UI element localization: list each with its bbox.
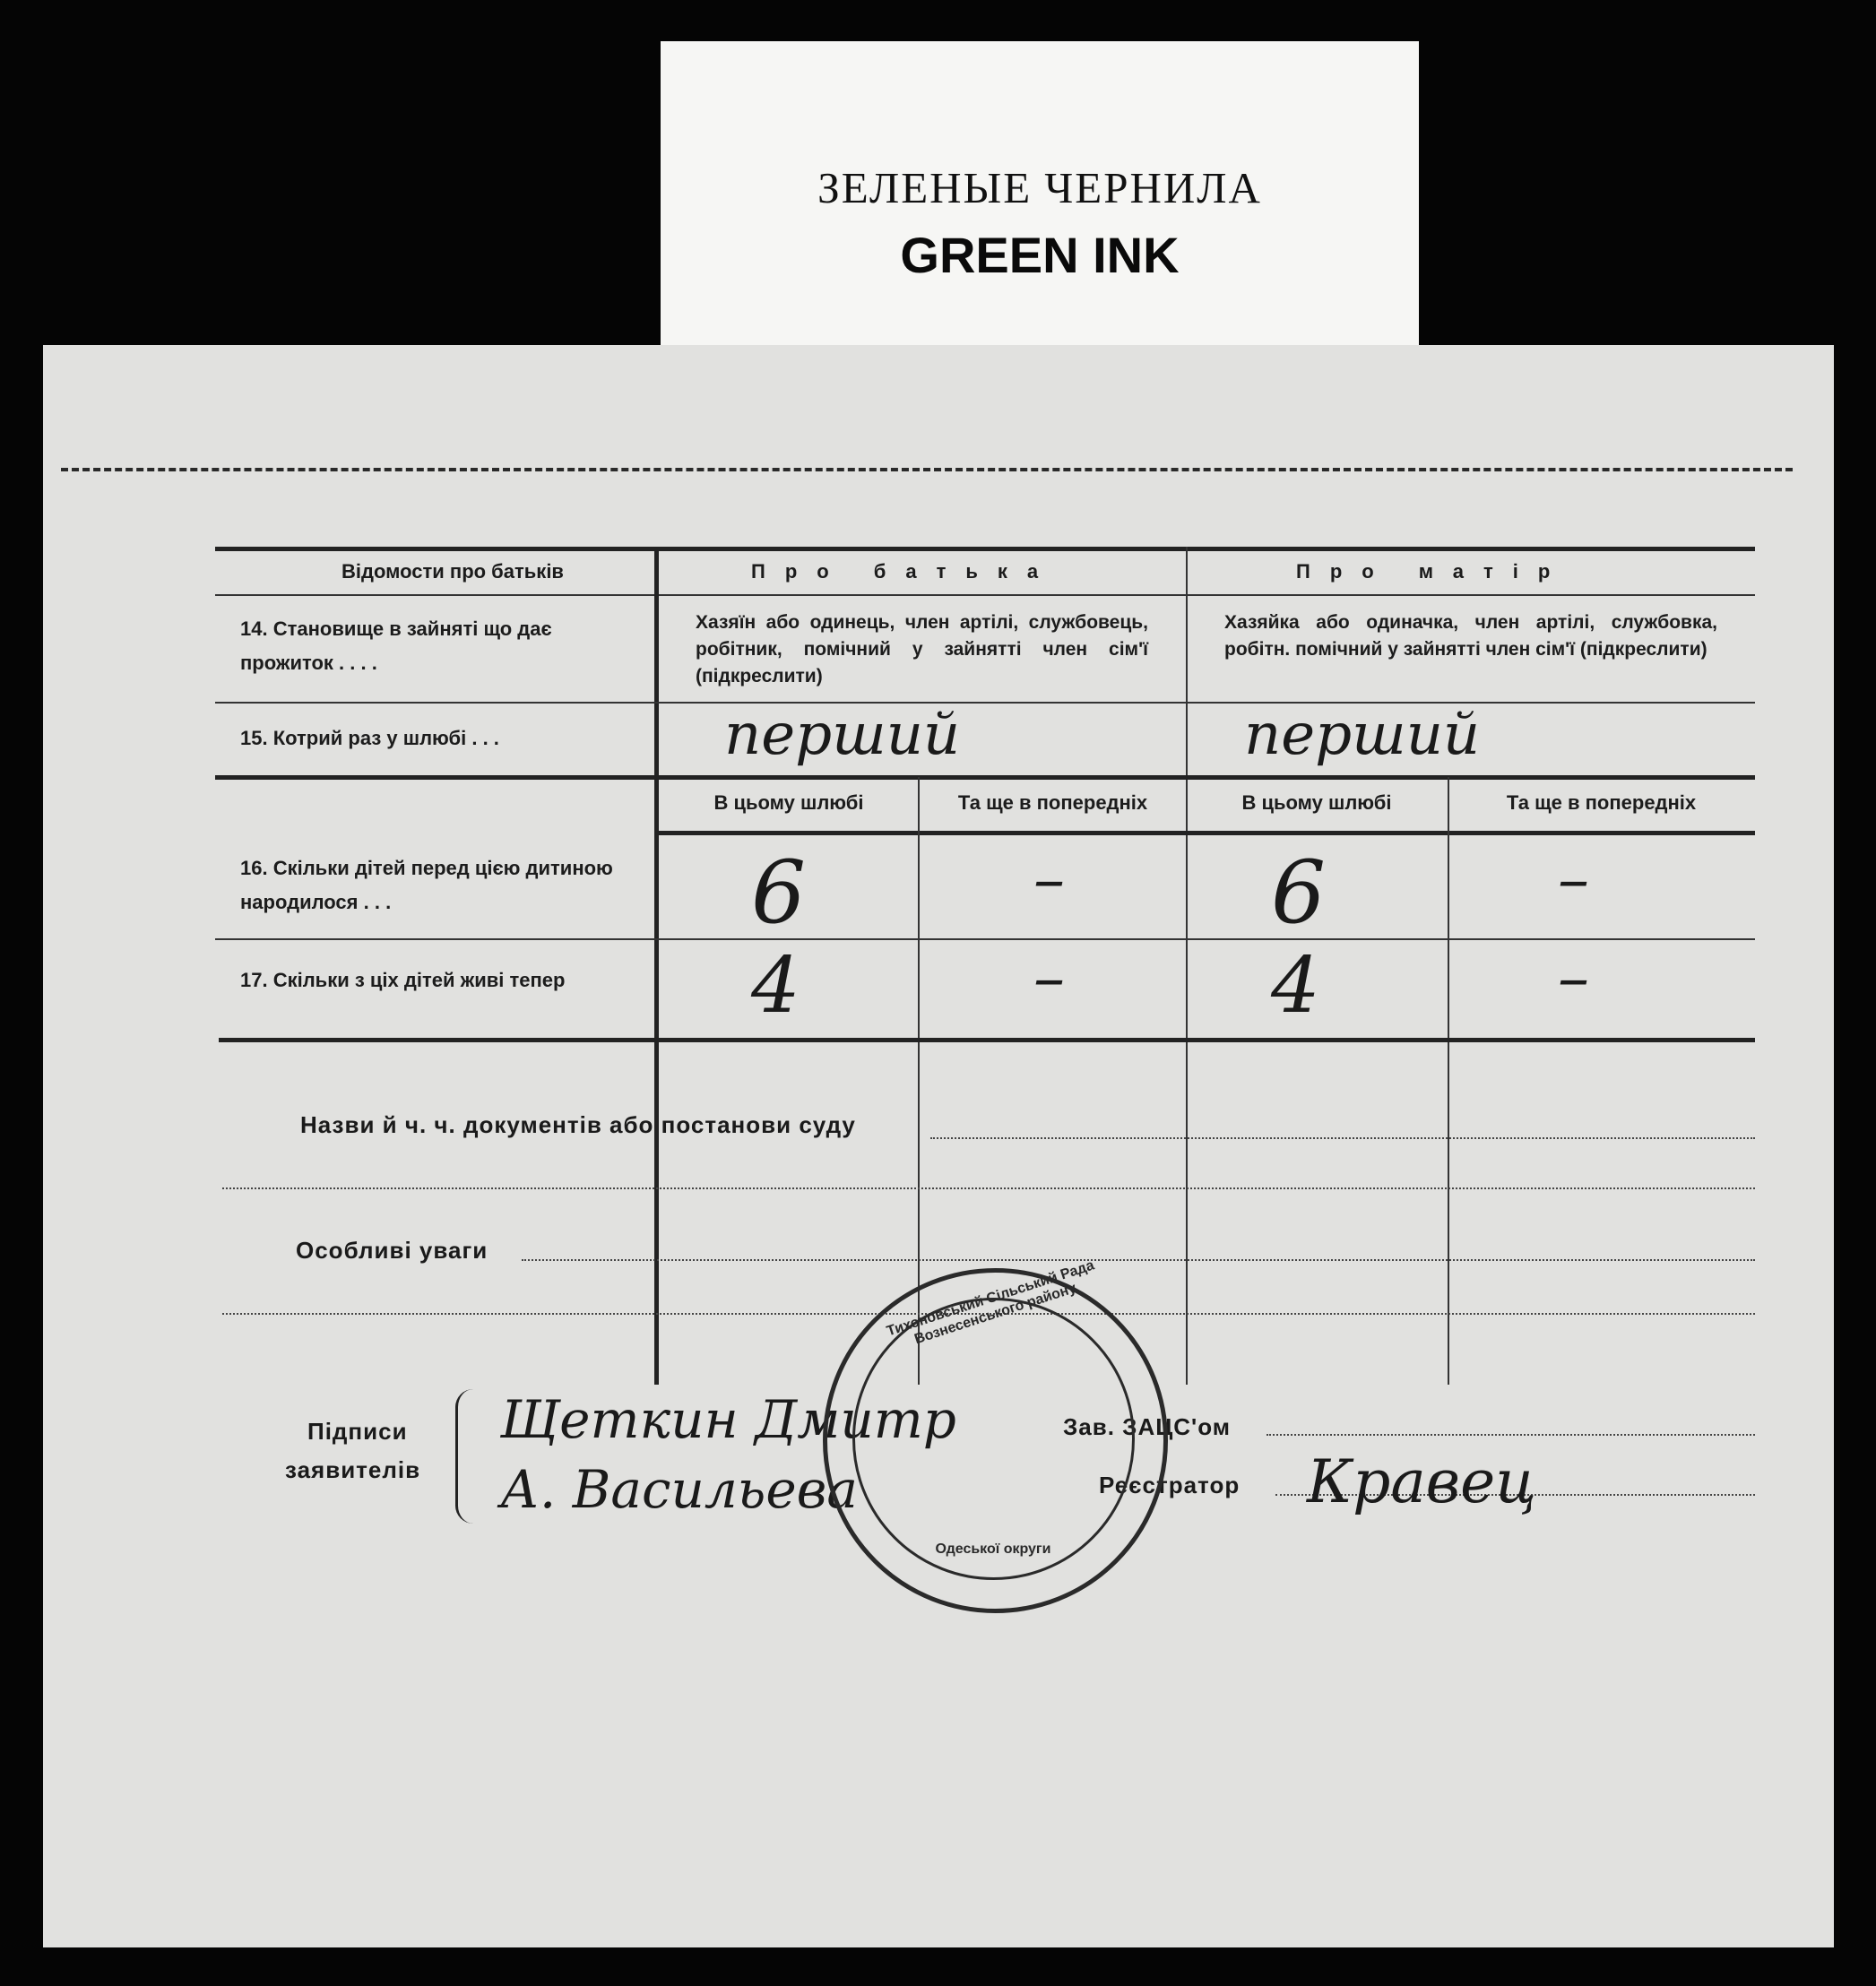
applicant-signature-2: А. Васильева xyxy=(500,1459,859,1520)
document-sheet xyxy=(43,345,1834,1947)
row15-father-value: перший xyxy=(724,702,961,768)
stamp-inner-text: Одеської округи xyxy=(935,1541,1051,1557)
mother-previous-head: Та ще в попередніх xyxy=(1506,791,1697,814)
documents-dotline xyxy=(930,1137,1755,1139)
table-top-border xyxy=(215,547,1755,551)
head-dotline xyxy=(1267,1434,1755,1436)
row15-label: 15. Котрий раз у шлюбі . . . xyxy=(240,727,499,749)
row14-label: 14. Становище в зайняті що дає прожиток . . . . xyxy=(240,617,552,674)
row16-label: 16. Скільки дітей перед цією дитиною народилося . . . xyxy=(240,857,613,913)
subheader-bottom-line xyxy=(654,831,1755,835)
stamp-outer-text: Тихоновський Сільський Рада Вознесенського району xyxy=(885,1257,1096,1348)
father-this-marriage-head: В цьому шлюбі xyxy=(713,791,864,814)
row16-bottom-line xyxy=(215,938,1755,940)
row16-father-this: 6 xyxy=(751,842,807,943)
row17-mother-prev: – xyxy=(1558,941,1589,1015)
row16-mother-this: 6 xyxy=(1271,842,1327,943)
table-bottom-border xyxy=(219,1038,1755,1042)
row16-mother-prev: – xyxy=(1558,842,1589,916)
perforation-line xyxy=(61,468,1793,471)
remarks-label: Особливі уваги xyxy=(296,1237,488,1264)
official-stamp xyxy=(823,1257,1168,1613)
registrar-label: Реєстратор xyxy=(1099,1472,1241,1498)
row17-father-prev: – xyxy=(1033,941,1065,1015)
row17-label: 17. Скільки з ціх дітей живі тепер xyxy=(240,969,566,991)
row17-mother-this: 4 xyxy=(1271,941,1320,1031)
remarks-dotline xyxy=(522,1259,1755,1261)
row15-bottom-line xyxy=(215,775,1755,780)
label-en-text: GREEN INK xyxy=(900,227,1180,283)
mother-this-marriage-head: В цьому шлюбі xyxy=(1241,791,1392,814)
row14-bottom-line xyxy=(215,702,1755,704)
label-ru-text: ЗЕЛЕНЫЕ ЧЕРНИЛА xyxy=(817,163,1262,212)
header-mother: Про матір xyxy=(1296,560,1570,583)
header-bottom-line xyxy=(215,594,1755,596)
applicants-label-2: заявителів xyxy=(285,1456,421,1483)
applicants-label-1: Підписи xyxy=(307,1418,408,1445)
applicant-signature-1: Щеткин Дмитр xyxy=(500,1389,956,1450)
row14-father-options: Хазяїн або одинець, член артілі, службовець, робітник, помічний у зайнятті член сім'ї (підкреслити) xyxy=(696,612,1148,686)
applicants-brace xyxy=(455,1389,478,1524)
father-previous-head: Та ще в попередніх xyxy=(957,791,1148,814)
mother-sub-divider xyxy=(1448,777,1449,1385)
head-label: Зав. ЗАЦС'ом xyxy=(1063,1413,1231,1440)
documents-dotline-2 xyxy=(222,1187,1755,1189)
row14-mother-options: Хазяйка або одиначка, член артілі, службовка, робітн. помічний у зайнятті член сім'ї (підкреслити) xyxy=(1224,612,1717,660)
green-ink-label-card xyxy=(661,41,1419,359)
row15-mother-value: перший xyxy=(1244,702,1481,768)
registrar-signature: Кравец xyxy=(1307,1447,1537,1516)
row17-father-this: 4 xyxy=(751,941,800,1031)
header-father: Про батька xyxy=(751,560,1059,583)
row16-father-prev: – xyxy=(1033,842,1065,916)
documents-label: Назви й ч. ч. документів або постанови суду xyxy=(300,1111,856,1138)
header-parents-info: Відомости про батьків xyxy=(341,560,564,583)
